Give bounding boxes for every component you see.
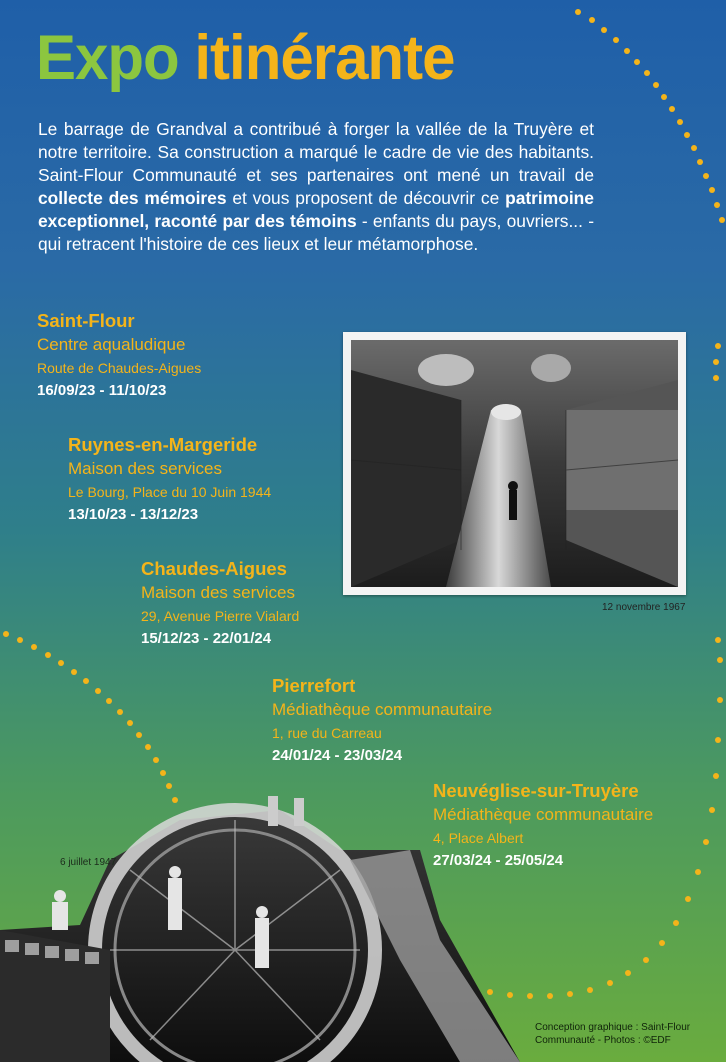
location-town: Pierrefort: [272, 675, 356, 696]
location-address: 29, Avenue Pierre Vialard: [141, 608, 300, 624]
location-address: Le Bourg, Place du 10 Juin 1944: [68, 484, 272, 500]
location-venue: Centre aqualudique: [37, 335, 186, 354]
credits: [535, 1021, 690, 1047]
location-ruynes-en-margeride: [68, 433, 271, 527]
credits-line-2: Communauté - Photos : ©EDF: [535, 1035, 671, 1046]
credits-line-1: Conception graphique : Saint-Flour: [535, 1022, 691, 1033]
location-venue: Médiathèque communautaire: [433, 805, 654, 824]
intro-text-2: et vous proposent de découvrir ce: [226, 188, 506, 208]
title-word-expo: Expo: [36, 22, 179, 93]
title-word-itinerante: itinérante: [194, 22, 455, 93]
intro-bold-1: collecte des mémoires: [38, 188, 227, 208]
location-saint-flour: [37, 309, 201, 403]
location-chaudes-aigues: [141, 557, 299, 651]
location-venue: Maison des services: [68, 459, 223, 478]
intro-paragraph: [38, 118, 594, 256]
intro-text-1: Le barrage de Grandval a contribué à forger la vallée de la Truyère et notre territoire. Sa construction a marqué le cadre de vie des habitants. Saint-Flour Communauté et ses partenaires ont mené un travail de: [38, 119, 594, 185]
dotted-curve-top-right: [575, 9, 725, 223]
location-venue: Maison des services: [141, 583, 296, 602]
location-dates: 24/01/24 - 23/03/24: [272, 747, 403, 764]
intro-text-3: - enfants du pays, ouvriers... - qui retracent l'histoire de ces lieux et leur métamorphose.: [38, 211, 594, 254]
page-title: [36, 22, 455, 93]
dotted-curve-middle-left: [3, 631, 178, 803]
location-town: Saint-Flour: [37, 310, 135, 331]
wheel-photo-caption: 6 juillet 1947: [60, 857, 117, 868]
location-town: Ruynes-en-Margeride: [68, 434, 258, 455]
location-pierrefort: [272, 674, 492, 768]
location-address: 4, Place Albert: [433, 830, 524, 846]
location-dates: 15/12/23 - 22/01/24: [141, 630, 272, 647]
location-address: 1, rue du Carreau: [272, 725, 382, 741]
location-venue: Médiathèque communautaire: [272, 700, 493, 719]
intro-bold-2: patrimoine exceptionnel, raconté par des témoins: [38, 188, 594, 231]
tunnel-photo-caption: 12 novembre 1967: [602, 602, 686, 613]
tunnel-photo-image: [351, 340, 678, 587]
location-town: Chaudes-Aigues: [141, 558, 287, 579]
photo-wheel-construction: [0, 780, 520, 1062]
location-dates: 27/03/24 - 25/05/24: [433, 852, 564, 869]
photo-tunnel-construction: [343, 332, 686, 595]
location-address: Route de Chaudes-Aigues: [37, 360, 202, 376]
location-dates: 13/10/23 - 13/12/23: [68, 506, 199, 523]
location-dates: 16/09/23 - 11/10/23: [37, 382, 167, 399]
location-town: Neuvéglise-sur-Truyère: [433, 780, 639, 801]
